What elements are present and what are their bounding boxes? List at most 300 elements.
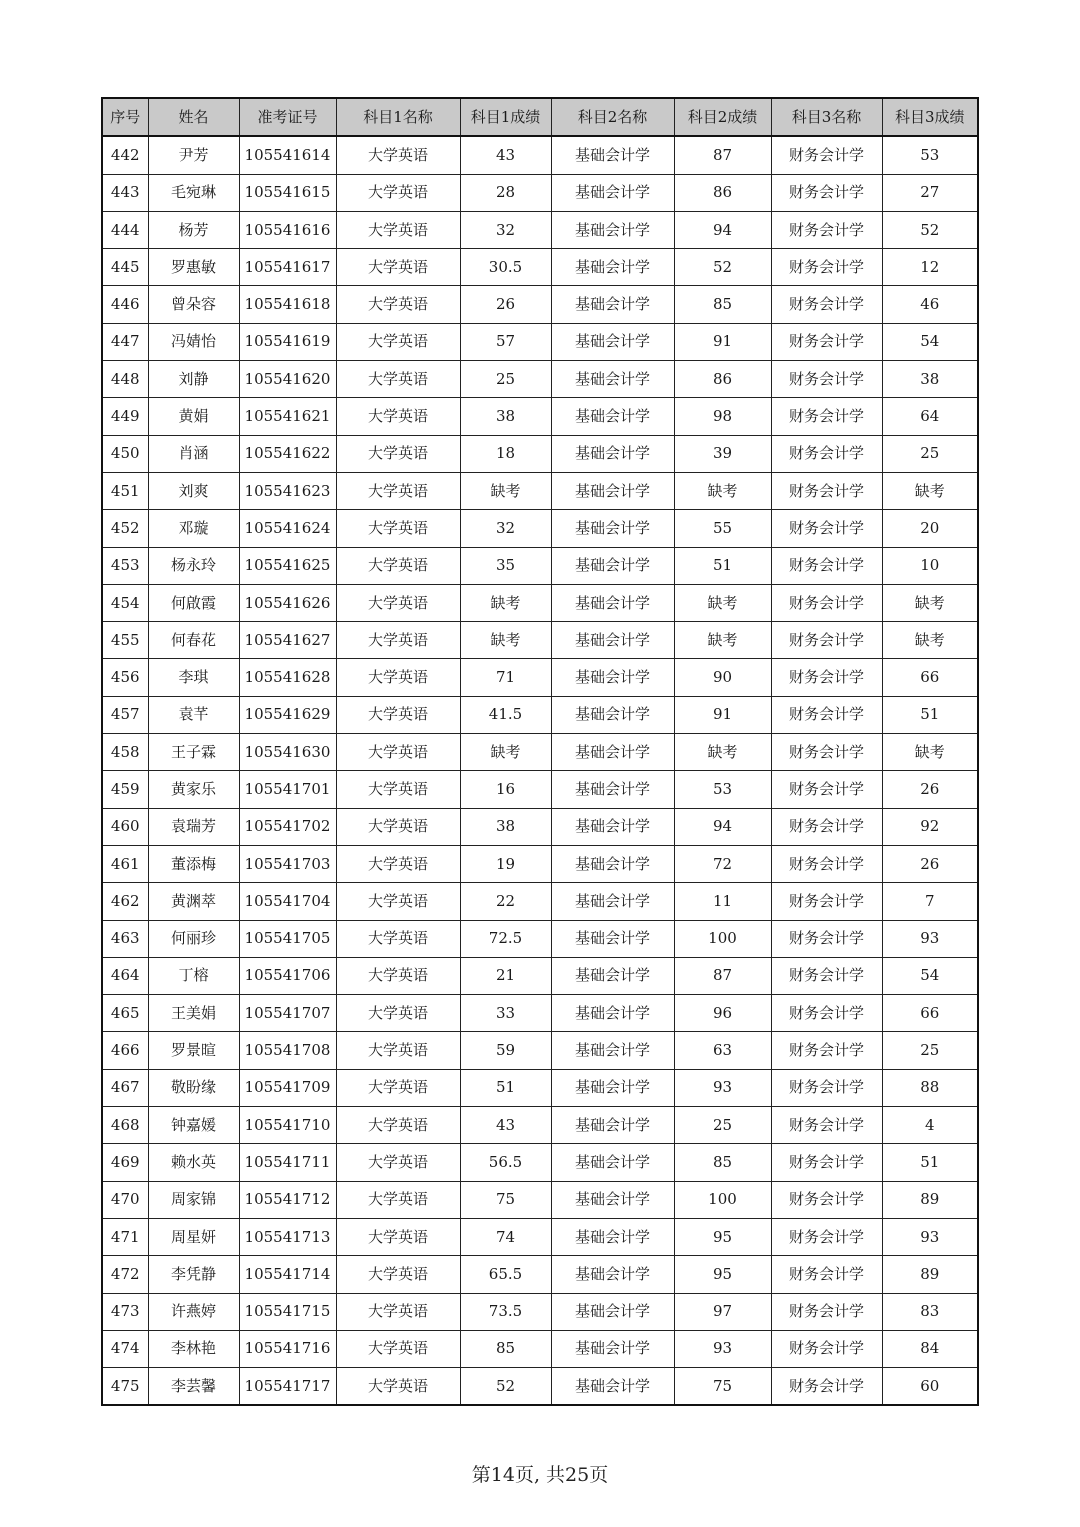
table-row [102, 174, 978, 211]
cell-exam-id: 105541712 [239, 1181, 336, 1218]
cell-subject3-score: 54 [882, 957, 978, 994]
cell-subject2-score: 91 [674, 696, 771, 733]
cell-subject1-score: 74 [460, 1218, 551, 1255]
cell-exam-id: 105541616 [239, 211, 336, 248]
cell-name: 黄娟 [148, 398, 239, 435]
cell-subject3-score: 46 [882, 286, 978, 323]
cell-seq: 468 [102, 1107, 148, 1144]
cell-subject1-score: 35 [460, 547, 551, 584]
cell-subject1-score: 51 [460, 1069, 551, 1106]
table-row [102, 1032, 978, 1069]
table-row [102, 659, 978, 696]
cell-subject3-name: 财务会计学 [771, 398, 882, 435]
header-subject3-score: 科目3成绩 [882, 98, 978, 136]
cell-subject3-name: 财务会计学 [771, 1181, 882, 1218]
cell-subject1-name: 大学英语 [336, 734, 460, 771]
header-name: 姓名 [148, 98, 239, 136]
cell-exam-id: 105541703 [239, 845, 336, 882]
header-exam-id: 准考证号 [239, 98, 336, 136]
cell-subject3-score: 92 [882, 808, 978, 845]
cell-seq: 454 [102, 584, 148, 621]
cell-subject1-name: 大学英语 [336, 1107, 460, 1144]
cell-exam-id: 105541628 [239, 659, 336, 696]
cell-subject2-score: 91 [674, 323, 771, 360]
cell-subject3-score: 66 [882, 995, 978, 1032]
cell-subject3-name: 财务会计学 [771, 957, 882, 994]
table-row [102, 696, 978, 733]
table-row [102, 1256, 978, 1293]
cell-subject3-name: 财务会计学 [771, 584, 882, 621]
cell-subject1-score: 26 [460, 286, 551, 323]
cell-subject2-name: 基础会计学 [551, 696, 674, 733]
cell-subject2-score: 39 [674, 435, 771, 472]
cell-exam-id: 105541711 [239, 1144, 336, 1181]
cell-exam-id: 105541717 [239, 1368, 336, 1406]
score-table [101, 97, 979, 1406]
cell-name: 黄家乐 [148, 771, 239, 808]
cell-subject1-name: 大学英语 [336, 1368, 460, 1406]
cell-subject2-score: 72 [674, 845, 771, 882]
cell-subject2-name: 基础会计学 [551, 659, 674, 696]
table-row [102, 472, 978, 509]
cell-subject2-score: 51 [674, 547, 771, 584]
cell-name: 何啟霞 [148, 584, 239, 621]
cell-subject3-name: 财务会计学 [771, 361, 882, 398]
cell-subject3-name: 财务会计学 [771, 174, 882, 211]
cell-seq: 459 [102, 771, 148, 808]
cell-subject2-score: 94 [674, 808, 771, 845]
cell-subject3-score: 53 [882, 136, 978, 174]
cell-subject2-name: 基础会计学 [551, 995, 674, 1032]
cell-seq: 443 [102, 174, 148, 211]
header-row [102, 98, 978, 136]
table-row [102, 249, 978, 286]
cell-name: 杨永玲 [148, 547, 239, 584]
table-body [102, 136, 978, 1405]
cell-subject1-name: 大学英语 [336, 808, 460, 845]
cell-seq: 460 [102, 808, 148, 845]
cell-subject3-name: 财务会计学 [771, 323, 882, 360]
cell-subject2-score: 98 [674, 398, 771, 435]
cell-subject1-name: 大学英语 [336, 1032, 460, 1069]
cell-subject1-name: 大学英语 [336, 1330, 460, 1367]
table-row [102, 1330, 978, 1367]
cell-subject2-name: 基础会计学 [551, 249, 674, 286]
cell-subject2-score: 100 [674, 1181, 771, 1218]
cell-seq: 452 [102, 510, 148, 547]
table-row [102, 286, 978, 323]
cell-subject2-name: 基础会计学 [551, 771, 674, 808]
cell-subject1-score: 72.5 [460, 920, 551, 957]
cell-seq: 466 [102, 1032, 148, 1069]
cell-subject1-score: 18 [460, 435, 551, 472]
cell-name: 刘静 [148, 361, 239, 398]
cell-subject2-name: 基础会计学 [551, 1069, 674, 1106]
cell-subject3-score: 缺考 [882, 584, 978, 621]
cell-subject3-name: 财务会计学 [771, 883, 882, 920]
table-row [102, 323, 978, 360]
cell-subject1-name: 大学英语 [336, 398, 460, 435]
cell-seq: 444 [102, 211, 148, 248]
cell-subject2-score: 93 [674, 1330, 771, 1367]
cell-subject2-name: 基础会计学 [551, 323, 674, 360]
table-row [102, 1293, 978, 1330]
cell-subject3-name: 财务会计学 [771, 1293, 882, 1330]
table-row [102, 584, 978, 621]
cell-subject3-name: 财务会计学 [771, 211, 882, 248]
cell-exam-id: 105541614 [239, 136, 336, 174]
cell-subject3-name: 财务会计学 [771, 249, 882, 286]
cell-subject1-score: 59 [460, 1032, 551, 1069]
cell-subject3-score: 83 [882, 1293, 978, 1330]
table-row [102, 1368, 978, 1406]
cell-exam-id: 105541709 [239, 1069, 336, 1106]
cell-exam-id: 105541702 [239, 808, 336, 845]
cell-subject1-score: 21 [460, 957, 551, 994]
cell-subject2-score: 52 [674, 249, 771, 286]
cell-subject1-score: 57 [460, 323, 551, 360]
cell-subject1-name: 大学英语 [336, 1144, 460, 1181]
cell-seq: 458 [102, 734, 148, 771]
cell-subject1-name: 大学英语 [336, 1218, 460, 1255]
cell-name: 钟嘉媛 [148, 1107, 239, 1144]
cell-subject1-score: 22 [460, 883, 551, 920]
cell-subject3-name: 财务会计学 [771, 547, 882, 584]
cell-subject1-score: 41.5 [460, 696, 551, 733]
cell-name: 尹芳 [148, 136, 239, 174]
cell-subject3-name: 财务会计学 [771, 659, 882, 696]
cell-subject3-score: 缺考 [882, 734, 978, 771]
cell-subject3-name: 财务会计学 [771, 1368, 882, 1406]
cell-subject3-score: 4 [882, 1107, 978, 1144]
cell-subject3-score: 51 [882, 696, 978, 733]
header-subject1-score: 科目1成绩 [460, 98, 551, 136]
cell-name: 邓璇 [148, 510, 239, 547]
table-row [102, 510, 978, 547]
cell-subject1-name: 大学英语 [336, 472, 460, 509]
cell-name: 何春花 [148, 622, 239, 659]
cell-exam-id: 105541715 [239, 1293, 336, 1330]
cell-subject2-name: 基础会计学 [551, 1293, 674, 1330]
cell-seq: 471 [102, 1218, 148, 1255]
cell-name: 肖涵 [148, 435, 239, 472]
cell-seq: 463 [102, 920, 148, 957]
cell-subject3-score: 缺考 [882, 472, 978, 509]
table-row [102, 398, 978, 435]
cell-subject2-score: 缺考 [674, 584, 771, 621]
cell-subject3-name: 财务会计学 [771, 771, 882, 808]
table-row [102, 1181, 978, 1218]
cell-name: 何丽珍 [148, 920, 239, 957]
cell-subject1-score: 32 [460, 510, 551, 547]
cell-name: 黄渊萃 [148, 883, 239, 920]
cell-name: 李凭静 [148, 1256, 239, 1293]
table-row [102, 1144, 978, 1181]
cell-subject3-name: 财务会计学 [771, 1107, 882, 1144]
table-row [102, 995, 978, 1032]
cell-subject2-score: 96 [674, 995, 771, 1032]
cell-subject2-name: 基础会计学 [551, 622, 674, 659]
cell-name: 周家锦 [148, 1181, 239, 1218]
cell-subject1-score: 缺考 [460, 584, 551, 621]
cell-name: 袁瑞芳 [148, 808, 239, 845]
cell-subject1-name: 大学英语 [336, 622, 460, 659]
cell-seq: 447 [102, 323, 148, 360]
cell-subject1-name: 大学英语 [336, 286, 460, 323]
cell-name: 袁芊 [148, 696, 239, 733]
cell-subject1-name: 大学英语 [336, 547, 460, 584]
cell-exam-id: 105541620 [239, 361, 336, 398]
header-subject3-name: 科目3名称 [771, 98, 882, 136]
table-row [102, 920, 978, 957]
cell-subject1-score: 73.5 [460, 1293, 551, 1330]
cell-exam-id: 105541701 [239, 771, 336, 808]
cell-name: 李芸馨 [148, 1368, 239, 1406]
table-row [102, 957, 978, 994]
cell-name: 罗惠敏 [148, 249, 239, 286]
cell-subject1-name: 大学英语 [336, 249, 460, 286]
cell-subject2-name: 基础会计学 [551, 920, 674, 957]
cell-subject1-name: 大学英语 [336, 1256, 460, 1293]
cell-subject3-name: 财务会计学 [771, 1218, 882, 1255]
cell-subject1-score: 38 [460, 398, 551, 435]
cell-name: 冯婧怡 [148, 323, 239, 360]
table-row [102, 361, 978, 398]
cell-subject3-name: 财务会计学 [771, 808, 882, 845]
table-row [102, 136, 978, 174]
cell-subject2-score: 86 [674, 361, 771, 398]
cell-subject2-name: 基础会计学 [551, 136, 674, 174]
cell-subject3-score: 25 [882, 435, 978, 472]
page-number: 第14页, 共25页 [471, 1464, 609, 1486]
cell-subject3-score: 93 [882, 920, 978, 957]
cell-subject3-score: 66 [882, 659, 978, 696]
cell-subject2-name: 基础会计学 [551, 211, 674, 248]
cell-subject3-name: 财务会计学 [771, 920, 882, 957]
cell-subject2-name: 基础会计学 [551, 808, 674, 845]
cell-subject3-name: 财务会计学 [771, 435, 882, 472]
cell-subject2-name: 基础会计学 [551, 1181, 674, 1218]
cell-subject2-score: 缺考 [674, 622, 771, 659]
cell-subject1-score: 32 [460, 211, 551, 248]
cell-name: 王子霖 [148, 734, 239, 771]
cell-subject3-score: 缺考 [882, 622, 978, 659]
cell-subject2-name: 基础会计学 [551, 734, 674, 771]
cell-subject2-name: 基础会计学 [551, 398, 674, 435]
cell-subject2-name: 基础会计学 [551, 472, 674, 509]
cell-subject3-score: 89 [882, 1256, 978, 1293]
cell-seq: 473 [102, 1293, 148, 1330]
cell-subject1-score: 65.5 [460, 1256, 551, 1293]
cell-subject2-score: 100 [674, 920, 771, 957]
cell-exam-id: 105541710 [239, 1107, 336, 1144]
cell-subject1-name: 大学英语 [336, 659, 460, 696]
cell-subject1-score: 28 [460, 174, 551, 211]
cell-seq: 450 [102, 435, 148, 472]
cell-subject1-score: 85 [460, 1330, 551, 1367]
cell-name: 刘爽 [148, 472, 239, 509]
cell-seq: 475 [102, 1368, 148, 1406]
cell-subject2-score: 95 [674, 1256, 771, 1293]
cell-subject3-score: 26 [882, 845, 978, 882]
cell-subject1-score: 25 [460, 361, 551, 398]
cell-subject2-name: 基础会计学 [551, 584, 674, 621]
cell-seq: 464 [102, 957, 148, 994]
cell-exam-id: 105541704 [239, 883, 336, 920]
cell-subject1-name: 大学英语 [336, 323, 460, 360]
cell-subject1-score: 30.5 [460, 249, 551, 286]
cell-subject1-score: 33 [460, 995, 551, 1032]
cell-seq: 474 [102, 1330, 148, 1367]
cell-subject1-name: 大学英语 [336, 1069, 460, 1106]
cell-seq: 467 [102, 1069, 148, 1106]
cell-subject2-name: 基础会计学 [551, 1256, 674, 1293]
cell-subject3-score: 64 [882, 398, 978, 435]
cell-subject3-score: 93 [882, 1218, 978, 1255]
cell-subject3-name: 财务会计学 [771, 1032, 882, 1069]
cell-subject1-score: 19 [460, 845, 551, 882]
cell-subject1-name: 大学英语 [336, 174, 460, 211]
cell-subject2-name: 基础会计学 [551, 547, 674, 584]
cell-subject3-name: 财务会计学 [771, 510, 882, 547]
cell-seq: 445 [102, 249, 148, 286]
cell-name: 周星妍 [148, 1218, 239, 1255]
cell-exam-id: 105541623 [239, 472, 336, 509]
header-subject1-name: 科目1名称 [336, 98, 460, 136]
cell-subject3-score: 54 [882, 323, 978, 360]
cell-subject2-score: 缺考 [674, 472, 771, 509]
cell-seq: 456 [102, 659, 148, 696]
cell-subject2-score: 53 [674, 771, 771, 808]
cell-subject2-name: 基础会计学 [551, 1330, 674, 1367]
cell-subject3-score: 51 [882, 1144, 978, 1181]
cell-exam-id: 105541615 [239, 174, 336, 211]
cell-exam-id: 105541714 [239, 1256, 336, 1293]
cell-subject3-score: 52 [882, 211, 978, 248]
cell-subject3-name: 财务会计学 [771, 1144, 882, 1181]
cell-seq: 451 [102, 472, 148, 509]
cell-exam-id: 105541621 [239, 398, 336, 435]
table-row [102, 622, 978, 659]
cell-name: 董添梅 [148, 845, 239, 882]
cell-subject2-score: 55 [674, 510, 771, 547]
cell-subject1-name: 大学英语 [336, 584, 460, 621]
cell-subject1-name: 大学英语 [336, 771, 460, 808]
cell-subject3-score: 84 [882, 1330, 978, 1367]
cell-subject3-score: 12 [882, 249, 978, 286]
cell-subject1-name: 大学英语 [336, 211, 460, 248]
cell-subject1-score: 56.5 [460, 1144, 551, 1181]
cell-seq: 469 [102, 1144, 148, 1181]
cell-exam-id: 105541622 [239, 435, 336, 472]
cell-name: 许燕婷 [148, 1293, 239, 1330]
cell-subject2-score: 25 [674, 1107, 771, 1144]
cell-seq: 470 [102, 1181, 148, 1218]
table-header [102, 98, 978, 136]
cell-subject3-score: 20 [882, 510, 978, 547]
cell-subject1-name: 大学英语 [336, 845, 460, 882]
cell-subject2-score: 63 [674, 1032, 771, 1069]
cell-subject2-name: 基础会计学 [551, 174, 674, 211]
cell-exam-id: 105541627 [239, 622, 336, 659]
cell-subject3-name: 财务会计学 [771, 696, 882, 733]
cell-subject3-score: 38 [882, 361, 978, 398]
cell-subject2-score: 93 [674, 1069, 771, 1106]
cell-subject1-name: 大学英语 [336, 361, 460, 398]
cell-subject2-score: 87 [674, 136, 771, 174]
cell-subject2-name: 基础会计学 [551, 957, 674, 994]
cell-subject1-score: 16 [460, 771, 551, 808]
cell-name: 敬盼缘 [148, 1069, 239, 1106]
table-row [102, 1107, 978, 1144]
cell-subject3-name: 财务会计学 [771, 622, 882, 659]
cell-subject3-score: 26 [882, 771, 978, 808]
cell-subject3-name: 财务会计学 [771, 472, 882, 509]
cell-seq: 465 [102, 995, 148, 1032]
cell-name: 曾朵容 [148, 286, 239, 323]
cell-exam-id: 105541706 [239, 957, 336, 994]
cell-subject2-score: 86 [674, 174, 771, 211]
cell-exam-id: 105541619 [239, 323, 336, 360]
cell-exam-id: 105541617 [239, 249, 336, 286]
cell-subject1-score: 缺考 [460, 622, 551, 659]
cell-name: 丁榕 [148, 957, 239, 994]
cell-subject3-name: 财务会计学 [771, 734, 882, 771]
cell-subject1-score: 38 [460, 808, 551, 845]
cell-subject1-score: 43 [460, 136, 551, 174]
cell-subject3-score: 25 [882, 1032, 978, 1069]
cell-exam-id: 105541707 [239, 995, 336, 1032]
table-row [102, 845, 978, 882]
header-subject2-name: 科目2名称 [551, 98, 674, 136]
cell-subject2-score: 85 [674, 286, 771, 323]
cell-subject2-name: 基础会计学 [551, 845, 674, 882]
cell-subject1-name: 大学英语 [336, 510, 460, 547]
cell-subject2-score: 85 [674, 1144, 771, 1181]
cell-subject3-score: 88 [882, 1069, 978, 1106]
table-row [102, 211, 978, 248]
cell-exam-id: 105541626 [239, 584, 336, 621]
cell-subject3-name: 财务会计学 [771, 1069, 882, 1106]
cell-seq: 442 [102, 136, 148, 174]
table-row [102, 1069, 978, 1106]
cell-seq: 446 [102, 286, 148, 323]
cell-subject3-score: 7 [882, 883, 978, 920]
cell-subject3-name: 财务会计学 [771, 136, 882, 174]
cell-subject2-score: 95 [674, 1218, 771, 1255]
cell-subject1-score: 缺考 [460, 734, 551, 771]
cell-exam-id: 105541716 [239, 1330, 336, 1367]
cell-seq: 453 [102, 547, 148, 584]
cell-subject2-score: 87 [674, 957, 771, 994]
table-row [102, 771, 978, 808]
cell-subject1-name: 大学英语 [336, 696, 460, 733]
cell-exam-id: 105541713 [239, 1218, 336, 1255]
table-row [102, 734, 978, 771]
cell-subject2-name: 基础会计学 [551, 1144, 674, 1181]
cell-subject3-name: 财务会计学 [771, 845, 882, 882]
cell-exam-id: 105541708 [239, 1032, 336, 1069]
cell-seq: 462 [102, 883, 148, 920]
table-row [102, 435, 978, 472]
cell-exam-id: 105541618 [239, 286, 336, 323]
cell-exam-id: 105541630 [239, 734, 336, 771]
cell-name: 李林艳 [148, 1330, 239, 1367]
cell-subject1-name: 大学英语 [336, 136, 460, 174]
cell-subject3-score: 89 [882, 1181, 978, 1218]
cell-name: 赖水英 [148, 1144, 239, 1181]
table-row [102, 883, 978, 920]
